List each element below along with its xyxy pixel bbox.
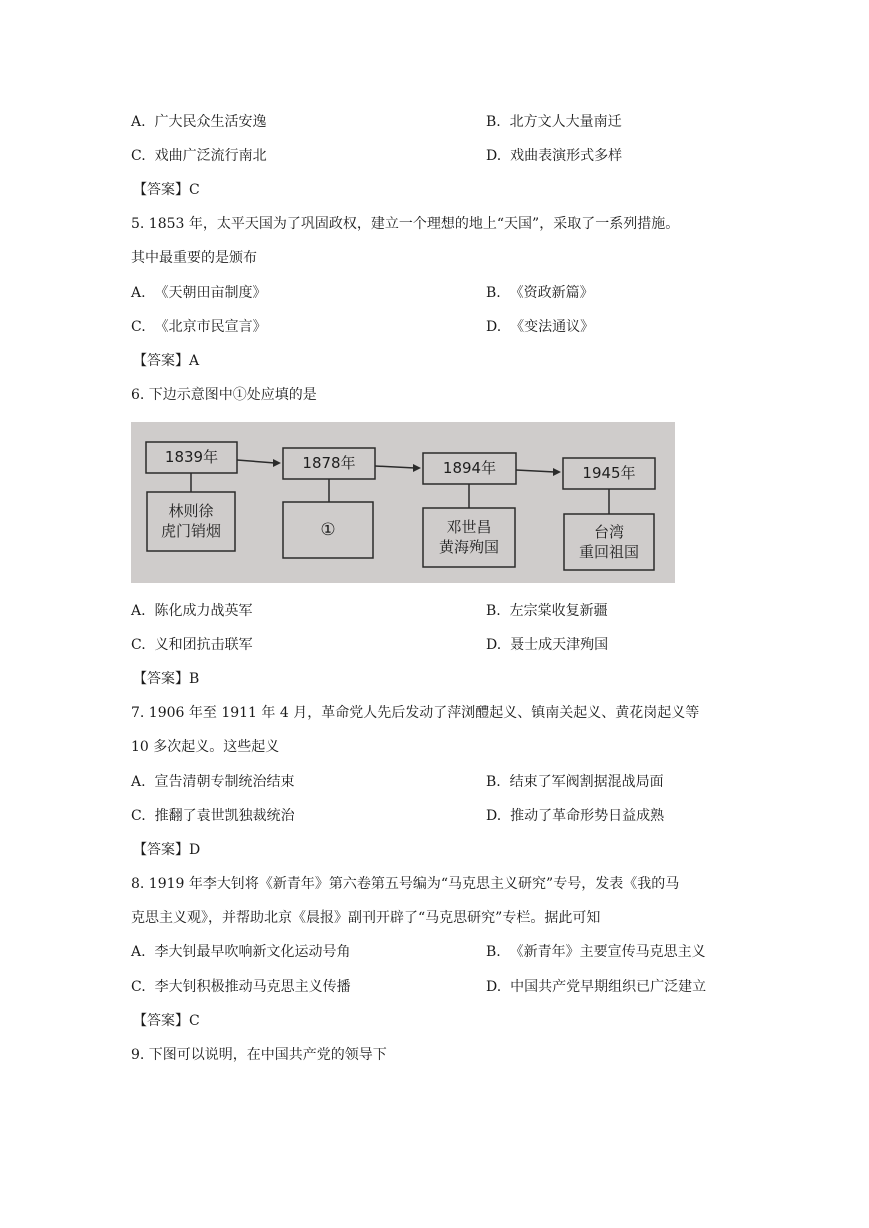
- timeline-event-4-line2: 重回祖国: [578, 543, 639, 561]
- timeline-arrow-2: [375, 466, 415, 468]
- q6-option-d: D. 聂士成天津殉国: [486, 637, 609, 653]
- timeline-event-1-line2: 虎门销烟: [160, 522, 221, 540]
- q7-stem-line2: 10 多次起义。这些起义: [131, 739, 280, 755]
- q7-answer: 【答案】D: [133, 842, 201, 858]
- q5-option-b: B. 《资政新篇》: [486, 285, 594, 301]
- q4-answer: 【答案】C: [133, 182, 200, 198]
- q5-stem-line1: 5. 1853 年，太平天国为了巩固政权，建立一个理想的地上“天国”，采取了一系列措施。: [131, 216, 680, 232]
- q5-option-c: C. 《北京市民宣言》: [131, 319, 267, 335]
- timeline-event-3-line1: 邓世昌: [446, 518, 492, 536]
- q8-stem-line2: 克思主义观》，并帮助北京《晨报》副刊开辟了“马克思研究”专栏。据此可知: [131, 910, 601, 926]
- q7-option-d: D. 推动了革命形势日益成熟: [486, 808, 665, 824]
- timeline-year-1878: 1878年: [302, 454, 356, 472]
- timeline-event-3: [423, 517, 515, 557]
- q8-option-c: C. 李大钊积极推动马克思主义传播: [131, 979, 351, 995]
- q8-answer: 【答案】C: [133, 1013, 200, 1029]
- timeline-arrowhead-2: [413, 464, 421, 472]
- q8-option-a: A. 李大钊最早吹响新文化运动号角: [131, 944, 351, 960]
- timeline-event-4-line1: 台湾: [593, 523, 624, 541]
- timeline-year-1945: 1945年: [582, 464, 636, 482]
- timeline-year-1839: 1839年: [164, 448, 219, 466]
- q8-option-b: B. 《新青年》主要宣传马克思主义: [486, 944, 706, 960]
- q4-option-b: B. 北方文人大量南迁: [486, 114, 622, 130]
- q5-option-a: A. 《天朝田亩制度》: [131, 285, 267, 301]
- q4-option-c: C. 戏曲广泛流行南北: [131, 148, 267, 164]
- timeline-arrow-1: [237, 460, 275, 463]
- q7-option-b: B. 结束了军阀割据混战局面: [486, 774, 664, 790]
- q6-answer: 【答案】B: [133, 671, 200, 687]
- timeline-event-2-marker: ①: [320, 520, 336, 540]
- q8-stem-line1: 8. 1919 年李大钊将《新青年》第六卷第五号编为“马克思主义研究”专号，发表《我的马: [131, 876, 680, 892]
- q7-stem-line1: 7. 1906 年至 1911 年 4 月，革命党人先后发动了萍浏醴起义、镇南关起义、黄花岗起义等: [131, 705, 700, 721]
- timeline-arrowhead-3: [553, 468, 561, 476]
- q5-answer: 【答案】A: [133, 353, 200, 369]
- q7-option-c: C. 推翻了袁世凯独裁统治: [131, 808, 295, 824]
- timeline-event-4: [564, 522, 654, 562]
- timeline-arrowhead-1: [273, 459, 281, 467]
- q9-stem: 9. 下图可以说明，在中国共产党的领导下: [131, 1047, 387, 1063]
- q5-stem-line2: 其中最重要的是颁布: [131, 250, 257, 266]
- timeline-event-2-blank: [283, 520, 373, 540]
- q6-option-a: A. 陈化成力战英军: [131, 603, 253, 619]
- timeline-year-1894: 1894年: [442, 459, 497, 477]
- timeline-event-1-line1: 林则徐: [168, 502, 214, 520]
- q6-option-b: B. 左宗棠收复新疆: [486, 603, 608, 619]
- q8-option-d: D. 中国共产党早期组织已广泛建立: [486, 979, 707, 995]
- q5-option-d: D. 《变法通议》: [486, 319, 595, 335]
- timeline-event-3-line2: 黄海殉国: [438, 538, 499, 556]
- q4-option-a: A. 广大民众生活安逸: [131, 114, 267, 130]
- timeline-arrow-3: [516, 470, 555, 472]
- q6-option-c: C. 义和团抗击联军: [131, 637, 253, 653]
- q6-stem: 6. 下边示意图中①处应填的是: [131, 387, 317, 403]
- q7-option-a: A. 宣告清朝专制统治结束: [131, 774, 295, 790]
- timeline-event-1: [147, 501, 235, 541]
- timeline-figure: [131, 422, 675, 583]
- q4-option-d: D. 戏曲表演形式多样: [486, 148, 623, 164]
